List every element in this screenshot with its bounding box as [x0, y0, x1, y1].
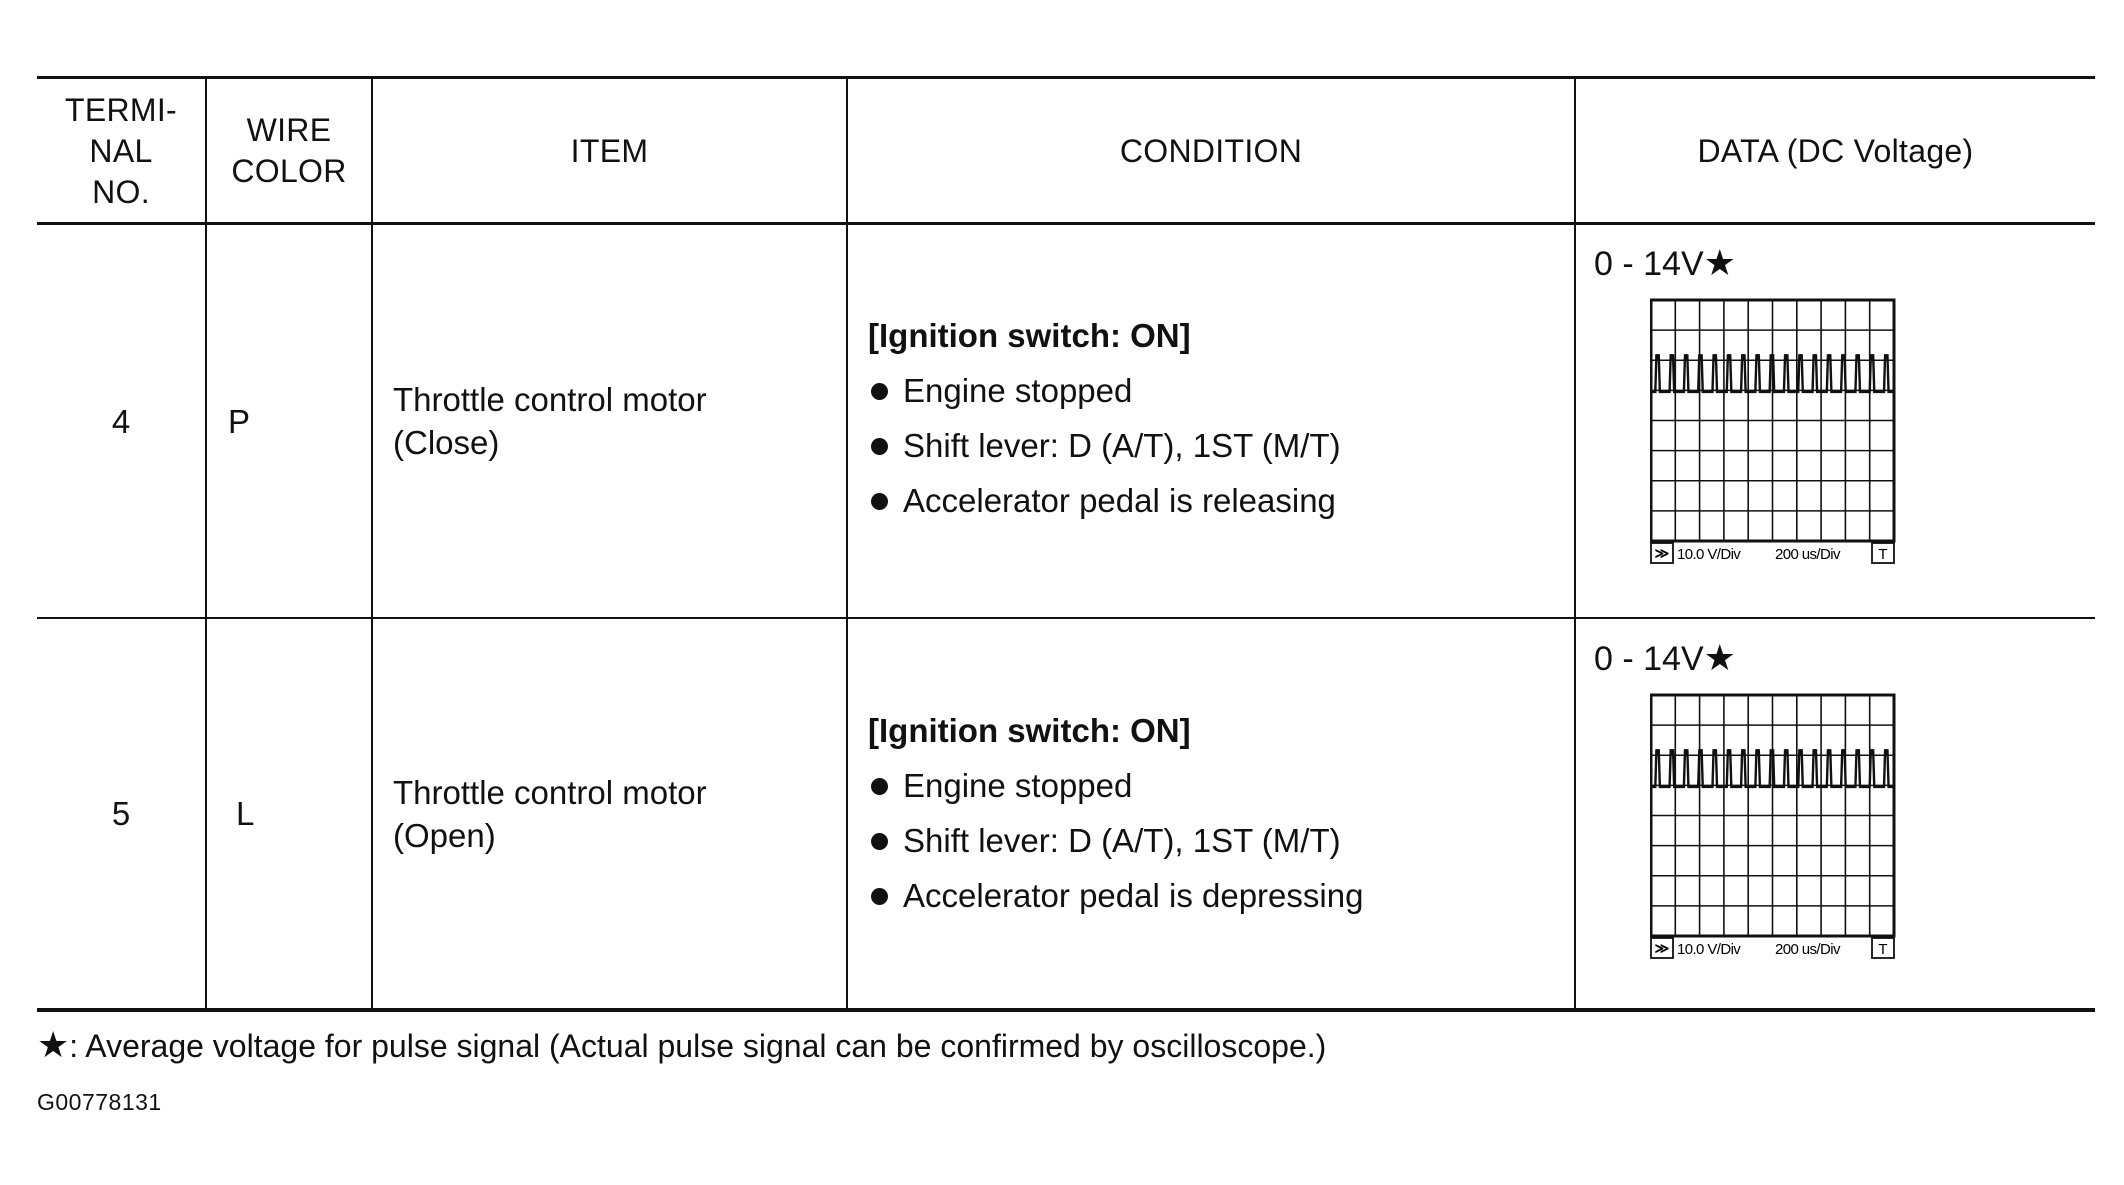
footnote-text: : Average voltage for pulse signal (Actual pulse signal can be confirmed by oscilloscope.) [69, 1028, 1327, 1064]
item-description [393, 619, 843, 1008]
trigger-marker: T [1878, 941, 1888, 958]
volts-per-div: 10.0 V/Div [1677, 546, 1741, 563]
item-line: (Close) [393, 424, 500, 461]
data-value-label [1594, 243, 1736, 284]
header-terminal-line: NO. [92, 173, 150, 210]
header-condition: CONDITION [1119, 132, 1303, 169]
item-line: Throttle control motor [393, 381, 707, 418]
header-wire-line: COLOR [231, 153, 347, 189]
star-icon: ★ [1703, 242, 1736, 283]
item-line: (Open) [393, 816, 496, 854]
data-value-label [1594, 638, 1736, 679]
trigger-marker: T [1878, 546, 1888, 563]
condition-bullet: Shift lever: D (A/T), 1ST (M/T) [868, 813, 1363, 868]
header-terminal-line: NAL [89, 132, 153, 169]
condition-title: [Ignition switch: ON] [868, 317, 1191, 354]
item-description [393, 225, 843, 617]
table-bottom-rule [37, 1008, 2095, 1012]
star-icon: ★ [1703, 637, 1736, 678]
header-wire-color [207, 80, 371, 222]
condition-bullet: Accelerator pedal is depressing [868, 868, 1363, 923]
data-value: 0 - 14V [1594, 245, 1704, 283]
data-value: 0 - 14V [1594, 640, 1704, 678]
header-item: ITEM [570, 132, 649, 169]
condition-block [868, 703, 1363, 923]
figure-code: G00778131 [37, 1089, 162, 1115]
header-terminal-no [37, 80, 205, 222]
header-wire-line: WIRE [246, 112, 332, 148]
wire-color: P [228, 402, 251, 440]
header-terminal-line: TERMI- [64, 91, 177, 128]
channel-marker-icon: ≫ [1654, 940, 1670, 956]
terminal-number: 5 [111, 795, 131, 832]
time-per-div: 200 us/Div [1775, 546, 1840, 563]
wire-color: L [236, 795, 255, 832]
item-line: Throttle control motor [393, 773, 707, 811]
condition-title: [Ignition switch: ON] [868, 712, 1191, 749]
channel-marker-icon: ≫ [1654, 545, 1670, 561]
condition-bullet: Accelerator pedal is releasing [868, 473, 1341, 528]
condition-bullet: Shift lever: D (A/T), 1ST (M/T) [868, 418, 1341, 473]
terminal-number: 4 [111, 402, 131, 440]
condition-block [868, 308, 1341, 528]
condition-bullet: Engine stopped [868, 363, 1341, 418]
footnote [37, 1025, 1326, 1066]
volts-per-div: 10.0 V/Div [1677, 941, 1741, 958]
header-data: DATA (DC Voltage) [1697, 132, 1974, 169]
time-per-div: 200 us/Div [1775, 941, 1840, 958]
oscilloscope-waveform [1650, 298, 1900, 566]
star-icon: ★ [37, 1024, 70, 1065]
oscilloscope-waveform [1650, 693, 1900, 961]
condition-bullet: Engine stopped [868, 758, 1363, 813]
table-top-rule [37, 76, 2095, 79]
